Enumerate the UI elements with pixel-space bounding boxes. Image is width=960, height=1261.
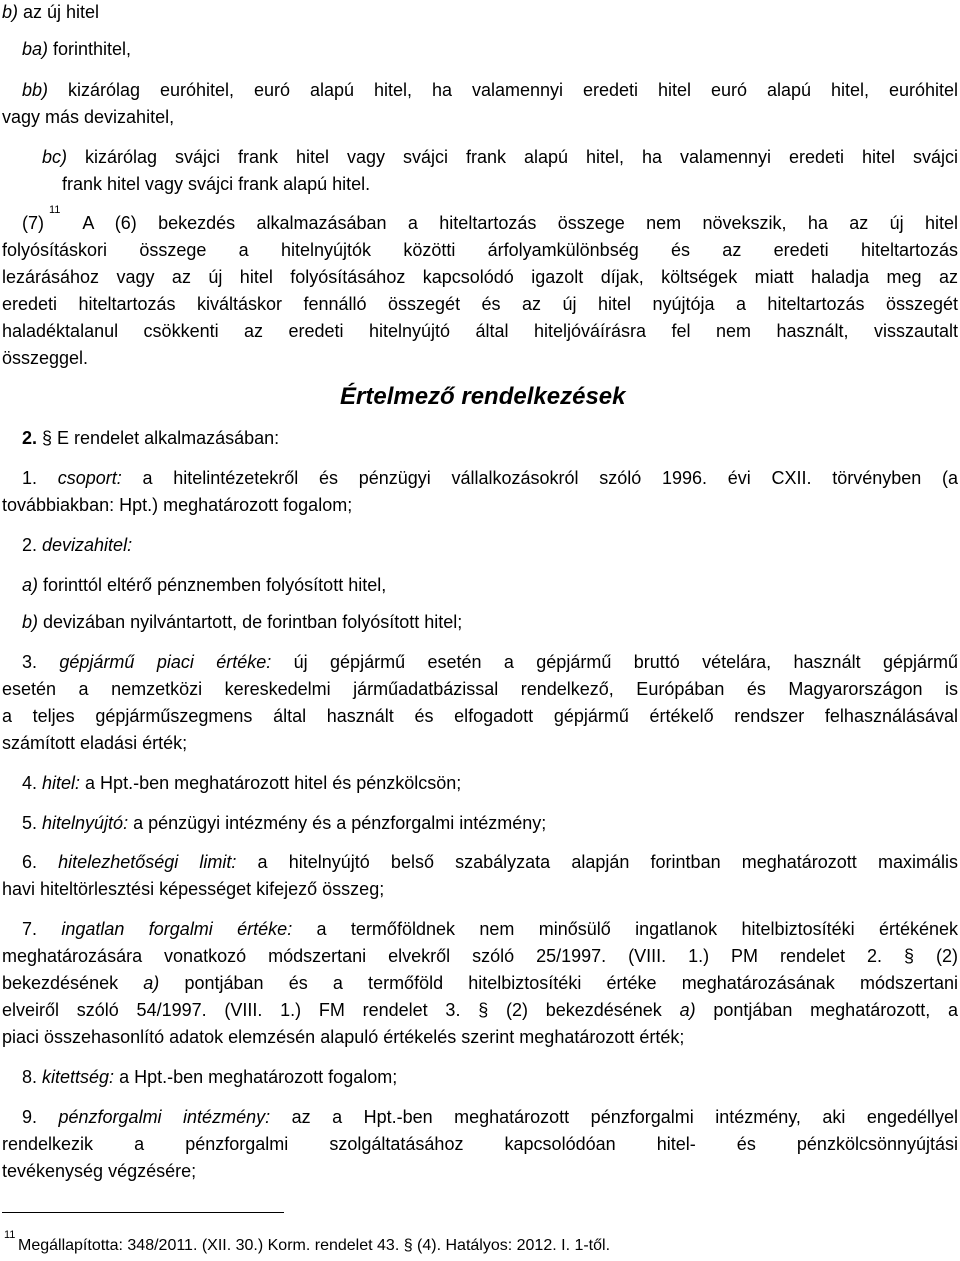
def-text: a hitelintézetekről és pénzügyi vállalkozásokról szóló 1996. évi CXII. törvényben (a xyxy=(121,468,958,488)
def-term: gépjármű piaci értéke: xyxy=(37,652,272,672)
item-label: b) xyxy=(2,2,19,22)
def-term: csoport: xyxy=(37,468,122,488)
def7-line3 xyxy=(2,972,958,994)
def7-line5: piaci összehasonlító adatok elemzésén alapuló értékelés szerint meghatározott érték; xyxy=(2,1027,685,1047)
def-term: devizahitel: xyxy=(37,535,133,555)
item-label: a) xyxy=(143,973,160,993)
def-term: ingatlan forgalmi értéke: xyxy=(37,919,293,939)
def3-line2: esetén a nemzetközi kereskedelmi járműadatbázissal rendelkező, Európában és Magyarországon is xyxy=(2,679,958,699)
item-label: a) xyxy=(679,1000,696,1020)
para7-prefix: (7) xyxy=(22,213,44,233)
def-text: pontjában és a termőföld hitelbiztosítéki értéke meghatározásának módszertani xyxy=(159,973,958,993)
def-text: pontjában meghatározott, a xyxy=(695,1000,958,1020)
def-text: elveiről szóló 54/1997. (VIII. 1.) FM rendelet 3. § (2) bekezdésének xyxy=(2,1000,680,1020)
section-number: 2. xyxy=(22,428,38,448)
def-term: hitelezhetőségi limit: xyxy=(37,852,237,872)
def-number: 4. xyxy=(22,773,38,793)
item-b xyxy=(2,1,99,23)
para7-line6: összeggel. xyxy=(2,348,89,368)
item-bb-line1 xyxy=(22,79,958,101)
def4 xyxy=(22,772,461,794)
def-number: 1. xyxy=(22,468,38,488)
item-label: bb) xyxy=(22,80,49,100)
def-number: 8. xyxy=(22,1067,38,1087)
def8 xyxy=(22,1066,397,1088)
def3-line3: a teljes gépjárműszegmens által használt és elfogadott gépjármű értékelő rendszer felhasználásával xyxy=(2,706,958,726)
para7-line3: lezárásához vagy az új hitel folyósításához kapcsolódó igazolt díjak, költségek miatt haladja meg az xyxy=(2,267,958,287)
para7-line2: folyósításkori összege a hitelnyújtók közötti árfolyamkülönbség és az eredeti hiteltartozás xyxy=(2,240,958,260)
def-text: új gépjármű esetén a gépjármű bruttó vételára, használt gépjármű xyxy=(271,652,959,672)
section-2 xyxy=(22,427,279,449)
def3-line1 xyxy=(22,651,958,673)
def-text: a hitelnyújtó belső szabályzata alapján forintban meghatározott maximális xyxy=(236,852,958,872)
def7-line4 xyxy=(2,999,958,1021)
def7-line1 xyxy=(22,918,958,940)
def2a xyxy=(22,574,386,596)
def-number: 7. xyxy=(22,919,38,939)
def-number: 9. xyxy=(22,1107,38,1127)
para7-line1 xyxy=(22,212,958,234)
def2 xyxy=(22,534,132,556)
def-text: a pénzügyi intézmény és a pénzforgalmi intézmény; xyxy=(128,813,547,833)
item-ba xyxy=(22,38,131,60)
para7-line5: haladéktalanul csökkenti az eredeti hitelnyújtó által hiteljóváírásra fel nem használt, visszautalt xyxy=(2,321,958,341)
def-text: a termőföldnek nem minősülő ingatlanok hitelbiztosítéki értékének xyxy=(292,919,958,939)
item-label: ba) xyxy=(22,39,49,59)
def6-line2: havi hiteltörlesztési képességet kifejező összeg; xyxy=(2,879,385,899)
def-term: pénzforgalmi intézmény: xyxy=(37,1107,271,1127)
def7-line2: meghatározására vonatkozó módszertani elvekről szóló 25/1997. (VIII. 1.) PM rendelet 2. § (2) xyxy=(2,946,958,966)
section-text: E rendelet alkalmazásában: xyxy=(52,428,280,448)
para7-text: A (6) bekezdés alkalmazásában a hiteltartozás összege nem növekszik, ha az új hitel xyxy=(62,213,958,233)
def-number: 3. xyxy=(22,652,38,672)
footnote-divider xyxy=(2,1212,284,1213)
item-bc-line1 xyxy=(42,146,958,168)
def6-line1 xyxy=(22,851,958,873)
def-term: kitettség: xyxy=(37,1067,115,1087)
def9-line2: rendelkezik a pénzforgalmi szolgáltatásához kapcsolódóan hitel- és pénzkölcsönnyújtási xyxy=(2,1134,958,1154)
def9-line1 xyxy=(22,1106,958,1128)
def-text: a Hpt.-ben meghatározott hitel és pénzkölcsön; xyxy=(80,773,462,793)
item-text: kizárólag euróhitel, euró alapú hitel, ha valamennyi eredeti hitel euró alapú hitel, euróhitel xyxy=(48,80,958,100)
def-number: 5. xyxy=(22,813,38,833)
def-term: hitel: xyxy=(37,773,81,793)
item-text: az új hitel xyxy=(18,2,100,22)
item-label: bc) xyxy=(42,147,68,167)
item-bb-line2: vagy más devizahitel, xyxy=(2,107,175,127)
def-number: 6. xyxy=(22,852,38,872)
footnote-number: 11 xyxy=(4,1229,16,1241)
section-heading: Értelmező rendelkezések xyxy=(340,383,626,410)
def-number: 2. xyxy=(22,535,38,555)
def-text: bekezdésének xyxy=(2,973,144,993)
item-bc-line2: frank hitel vagy svájci frank alapú hitel. xyxy=(62,174,371,194)
item-label: a) xyxy=(22,575,39,595)
def1-line2: továbbiakban: Hpt.) meghatározott fogalom; xyxy=(2,495,353,515)
def2b xyxy=(22,611,462,633)
section-sign: § xyxy=(42,428,53,448)
def-text: az a Hpt.-ben meghatározott pénzforgalmi intézmény, aki engedéllyel xyxy=(270,1107,958,1127)
def-text: a Hpt.-ben meghatározott fogalom; xyxy=(114,1067,398,1087)
def1-line1 xyxy=(22,467,958,489)
item-text: forinthitel, xyxy=(48,39,132,59)
def3-line4: számított eladási érték; xyxy=(2,733,188,753)
item-label: b) xyxy=(22,612,39,632)
def-term: hitelnyújtó: xyxy=(37,813,129,833)
footnote-text: Megállapította: 348/2011. (XII. 30.) Korm. rendelet 43. § (4). Hatályos: 2012. I. 1-től. xyxy=(18,1237,611,1254)
para7-line4: eredeti hiteltartozás kiváltáskor fennálló összegét és az új hitel nyújtója a hiteltartozás összegét xyxy=(2,294,958,314)
item-text: devizában nyilvántartott, de forintban folyósított hitel; xyxy=(38,612,463,632)
footnote-ref[interactable]: 11 xyxy=(49,204,61,216)
def5 xyxy=(22,812,546,834)
item-text: forinttól eltérő pénznemben folyósított hitel, xyxy=(38,575,387,595)
item-text: kizárólag svájci frank hitel vagy svájci frank alapú hitel, ha valamennyi eredeti hitel svájci xyxy=(67,147,958,167)
def9-line3: tevékenység végzésére; xyxy=(2,1161,197,1181)
